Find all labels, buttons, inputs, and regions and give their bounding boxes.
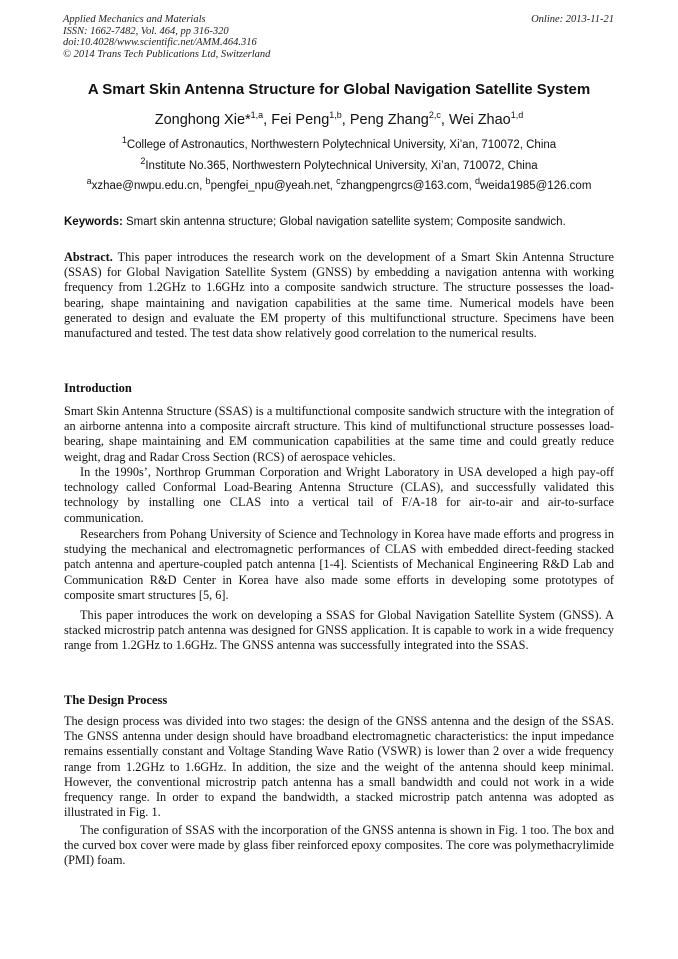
author-superscript: 2,c — [428, 110, 441, 121]
copyright-line: © 2014 Trans Tech Publications Ltd, Switzerland — [63, 48, 271, 60]
introduction-heading: Introduction — [64, 381, 132, 395]
affiliation-2 — [10, 156, 668, 172]
abstract-paragraph — [64, 250, 614, 341]
email-link[interactable]: zhangpengrcs@163.com — [340, 180, 469, 192]
author-superscript: 1,a — [250, 110, 264, 121]
abstract-label: Abstract. — [64, 250, 113, 264]
affiliation-superscript: 2 — [140, 156, 146, 167]
design-paragraph-1: The design process was divided into two stages: the design of the GNSS antenna and the design of the SSAS. The GNSS antenna under design should have broadband electromagnetic characteristics: the input impedance remains essentially constant and Voltage Standing Wave Ratio (VSWR) is lower than 2 over a wide frequency range from 1.2GHz to 1.6GHz. In addition, the size and the weight of the antenna should keep minimal. However, the conventional microstrip patch antenna has a small bandwidth and could not work in a wide frequency range. In order to expand the bandwidth, a stacked microstrip patch antenna was adopted as illustrated in Fig. 1. — [64, 714, 614, 820]
keywords-label: Keywords: — [64, 216, 123, 228]
email-superscript: a — [86, 176, 92, 187]
intro-paragraph-4: This paper introduces the work on developing a SSAS for Global Navigation Satellite System (GNSS). A stacked microstrip patch antenna was designed for GNSS application. It is capable to work in a wide frequency range from 1.2GHz to 1.6GHz. The GNSS antenna was successfully integrated into the SSAS. — [64, 608, 614, 653]
email-superscript: b — [205, 176, 211, 187]
email-list: $^a$xzhae@nwpu.edu.cn, $^b$pengfei_npu@yeah.net, $^c$zhangpengrcs@163.com, $^d$weida1985@126.com — [86, 176, 592, 192]
email-link[interactable]: pengfei_npu@yeah.net — [210, 180, 330, 192]
affiliation-1 — [10, 135, 668, 151]
online-date: Online: 2013-11-21 — [531, 14, 614, 25]
author-name: Zonghong Xie* — [154, 112, 251, 128]
keywords-line — [64, 216, 614, 228]
abstract-text: This paper introduces the research work on the development of a Smart Skin Antenna Structure (SSAS) for Global Navigation Satellite System (GNSS) by embedding a navigation antenna with working frequency from 1.2GHz to 1.6GHz into a composite sandwich structure. The structure possesses the load-bearing, shape maintaining and navigation capabilities at the same time. Numerical models have been generated to design and evaluate the EM property of this multifunctional structure. Specimens have been manufactured and tested. The test data show relatively good correlation to the numerical results. — [64, 250, 614, 341]
paper-title: A Smart Skin Antenna Structure for Global Navigation Satellite System — [87, 81, 591, 98]
email-superscript: d — [474, 176, 480, 187]
author-name: Fei Peng — [271, 112, 330, 128]
affiliation-text: College of Astronautics, Northwestern Polytechnical University, Xi’an, 710072, China — [126, 139, 557, 151]
email-link[interactable]: xzhae@nwpu.edu.cn — [91, 180, 200, 192]
email-superscript: c — [336, 176, 341, 187]
author-superscript: 1,d — [510, 110, 524, 121]
keywords-text: Smart skin antenna structure; Global navigation satellite system; Composite sandwich. — [126, 216, 566, 228]
design-paragraph-2: The configuration of SSAS with the incorporation of the GNSS antenna is shown in Fig. 1 too. The box and the curved box cover were made by glass fiber reinforced epoxy composites. The core was polymethacrylimide (PMI) foam. — [64, 823, 614, 868]
author-name: Peng Zhang — [349, 112, 429, 128]
issn-line: ISSN: 1662-7482, Vol. 464, pp 316-320 — [63, 25, 229, 37]
intro-paragraph-3: Researchers from Pohang University of Science and Technology in Korea have made efforts and progress in studying the mechanical and electromagnetic performances of CLAS with embedded direct-feeding stacked patch antenna and aperture-coupled patch antenna [1-4]. Scientists of Mechanical Engineering R&D Lab and Communication R&D Center in Korea have also made some efforts in developing some prototypes of composite smart structures [5, 6]. — [64, 527, 614, 602]
author-name: Wei Zhao — [448, 112, 511, 128]
design-process-heading: The Design Process — [64, 693, 168, 707]
journal-name: Applied Mechanics and Materials — [63, 14, 206, 25]
author-list: Zonghong Xie*$^{1,a}$, Fei Peng$^{1,b}$, Peng Zhang$^{2,c}$, Wei Zhao$^{1,d}$ — [154, 110, 524, 128]
doi-line: doi:10.4028/www.scientific.net/AMM.464.316 — [63, 37, 257, 48]
email-link[interactable]: weida1985@126.com — [480, 180, 592, 192]
intro-paragraph-1: Smart Skin Antenna Structure (SSAS) is a multifunctional composite sandwich structure with the integration of an airborne antenna into a composite aircraft structure. This kind of multifunctional structure possesses load-bearing, shape maintaining and EM communication capabilities at the same time and could greatly reduce weight, drag and Radar Cross Section (RCS) of aerospace vehicles. — [64, 404, 614, 464]
journal-header — [63, 14, 270, 60]
affiliation-superscript: 1 — [121, 135, 127, 146]
intro-paragraph-2: In the 1990s’, Northrop Grumman Corporation and Wright Laboratory in USA developed a high pay-off technology called Conformal Load-Bearing Antenna Structure (CLAS), and successfully validated this technology by installing one CLAS into a vertical tail of F/A-18 for air-to-air and air-to-surface communication. — [64, 465, 614, 525]
author-superscript: 1,b — [329, 110, 342, 121]
affiliation-text: Institute No.365, Northwestern Polytechnical University, Xi’an, 710072, China — [145, 160, 538, 172]
